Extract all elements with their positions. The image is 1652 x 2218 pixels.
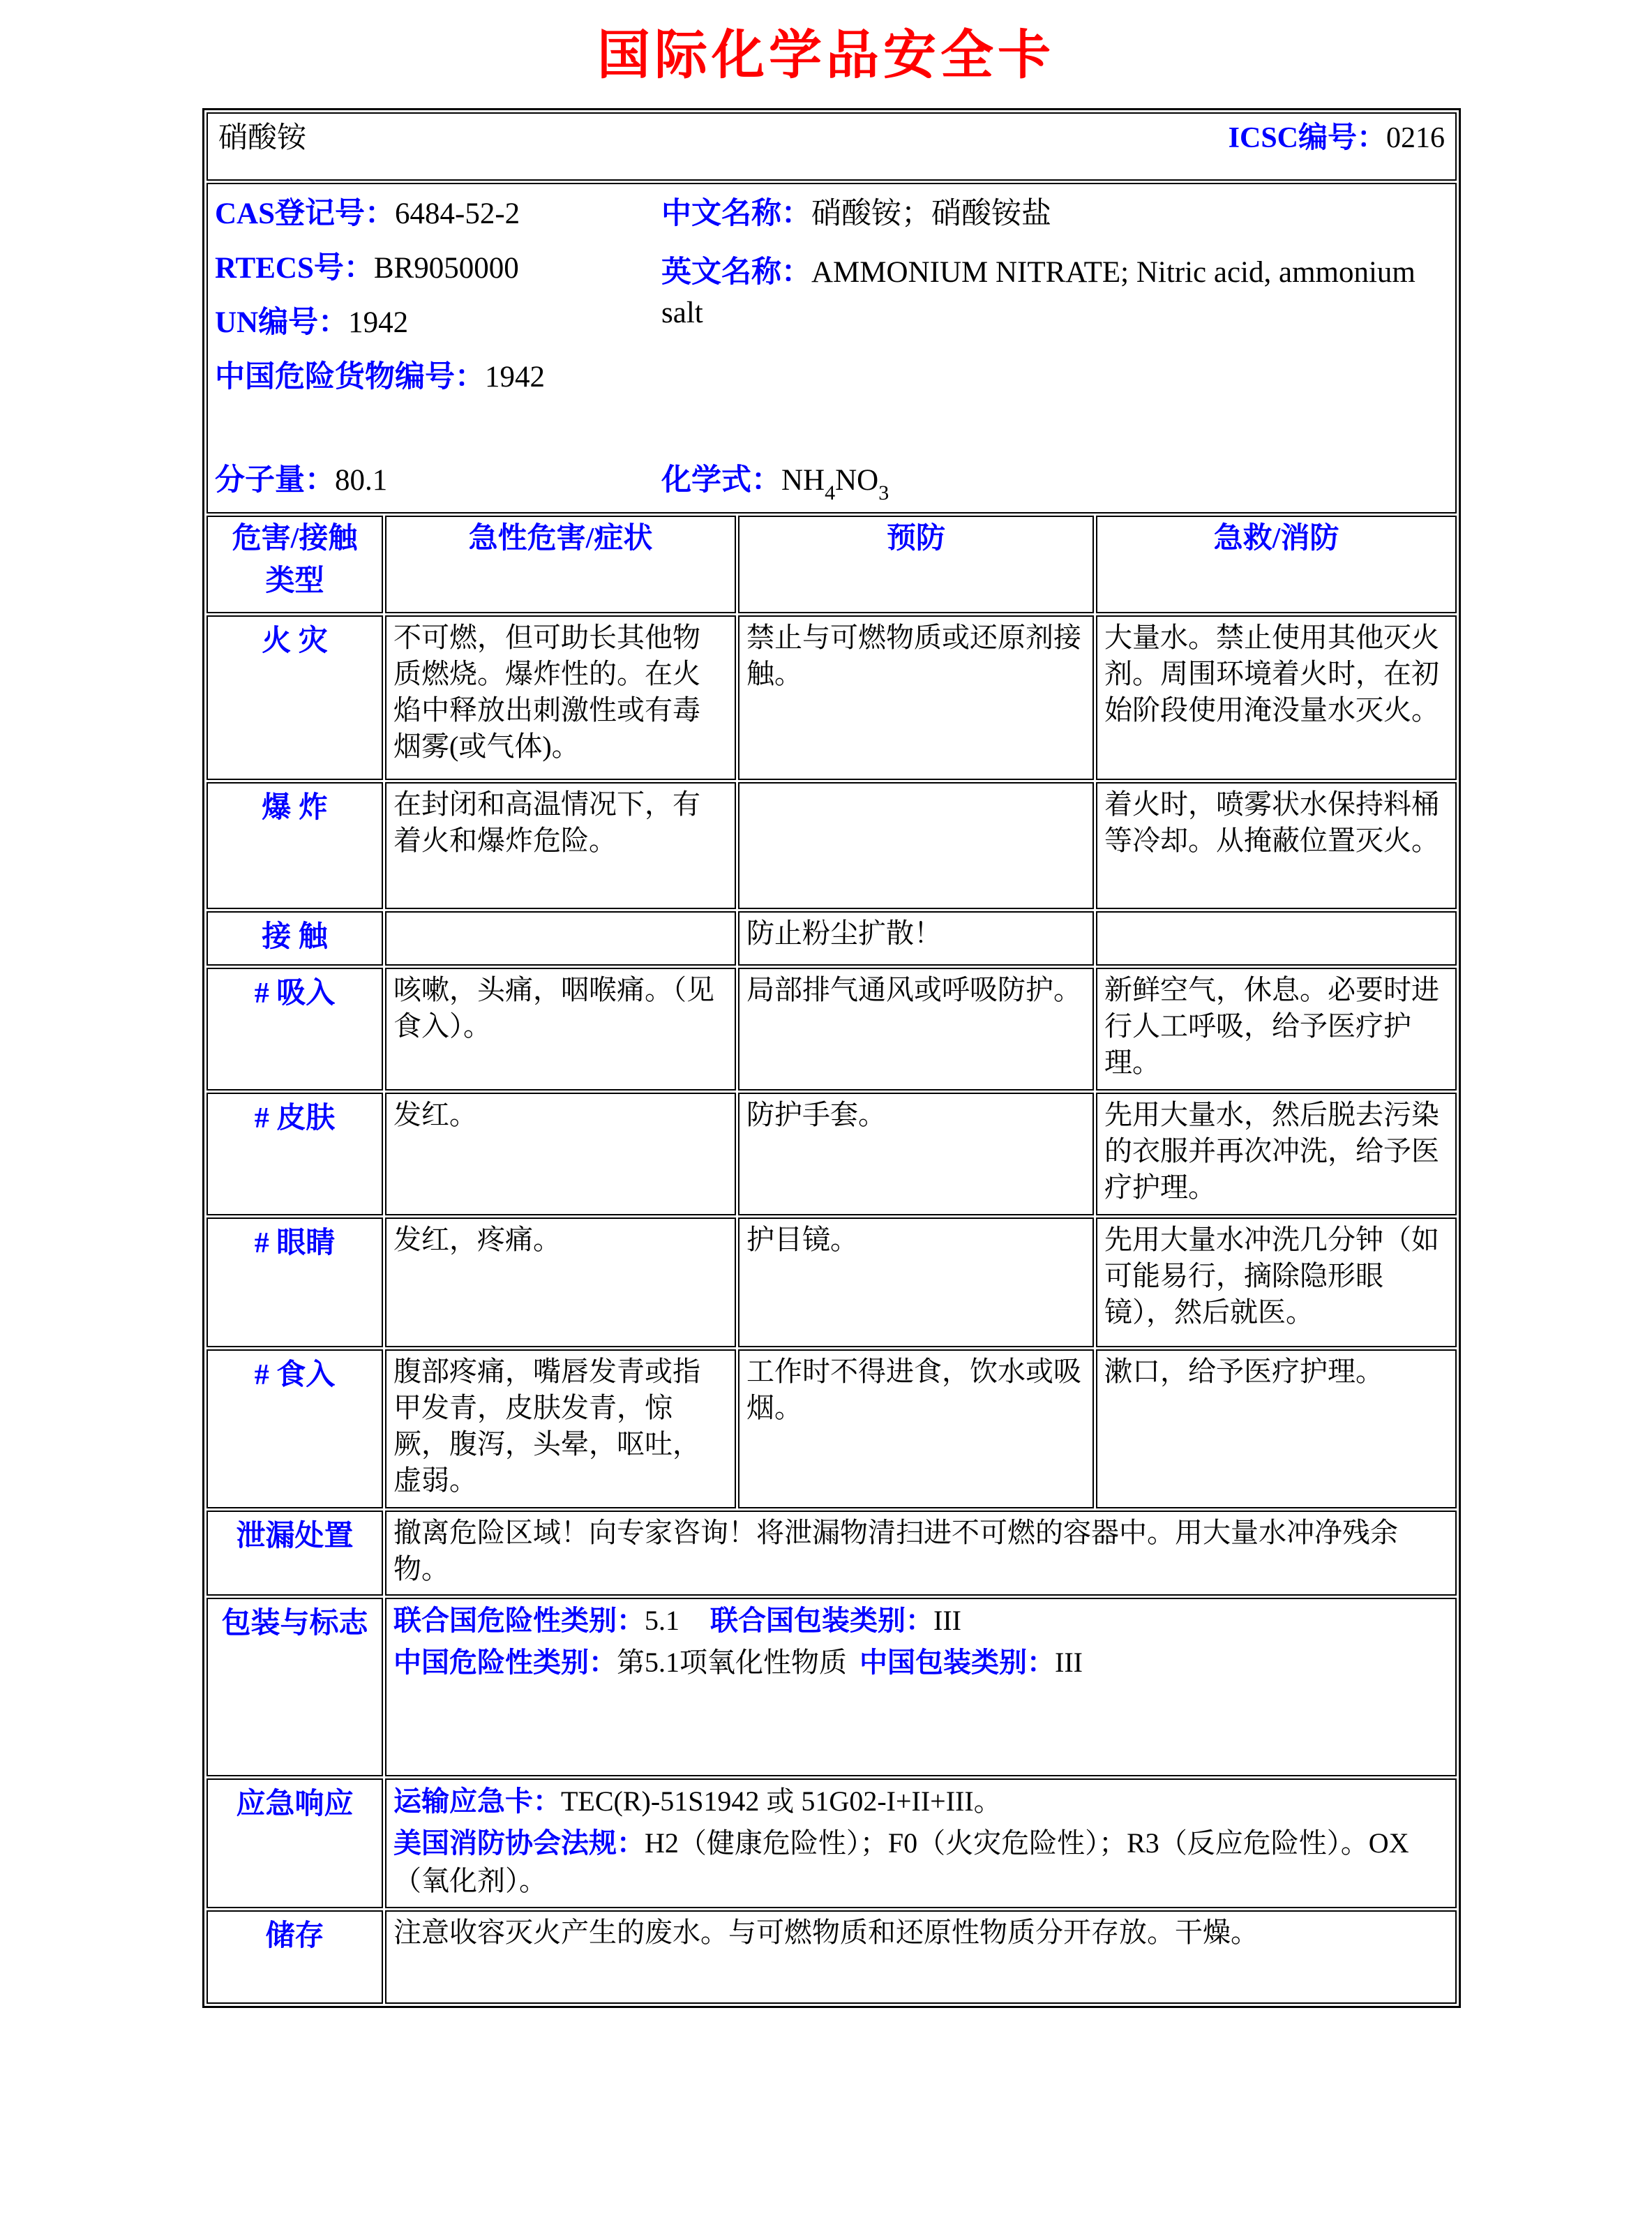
hazard-row-explosion [206, 782, 1457, 909]
ingestion-prevention: 工作时不得进食，饮水或吸烟。 [738, 1349, 1094, 1508]
registry-numbers-block [215, 194, 661, 412]
china-hazard-class-value: 第5.1项氧化性物质 [617, 1647, 847, 1679]
english-name-line [661, 253, 1448, 334]
inhalation-prevention: 局部排气通风或呼吸防护。 [738, 968, 1094, 1091]
eyes-response: 先用大量水冲洗几分钟（如可能易行，摘除隐形眼镜），然后就医。 [1096, 1217, 1457, 1347]
fire-prevention: 禁止与可燃物质或还原剂接触。 [738, 615, 1094, 780]
hazard-row-skin [206, 1093, 1457, 1215]
section-row-packaging [206, 1598, 1457, 1776]
hazard-label-explosion: 爆 炸 [206, 782, 383, 909]
un-label: UN编号： [215, 306, 349, 340]
chemical-formula-group [661, 456, 889, 505]
symptoms-header: 急性危害/症状 [385, 516, 736, 613]
un-packing-group-value: III [933, 1605, 961, 1637]
nfpa-code-value: H2（健康危险性）；F0（火灾危险性）；R3（反应危险性）。OX（氧化剂）。 [393, 1827, 1409, 1897]
hazard-label-contact: 接 触 [206, 911, 383, 966]
emergency-section-label: 应急响应 [206, 1778, 383, 1908]
explosion-prevention [738, 782, 1094, 909]
china-hazard-class-label: 中国危险性类别： [393, 1647, 617, 1679]
substance-name: 硝酸铵 [218, 122, 307, 154]
hazard-type-header [206, 516, 383, 613]
storage-section-label: 储存 [206, 1910, 383, 2004]
english-name-label: 英文名称： [661, 256, 811, 290]
identification-grid [215, 194, 1448, 412]
formula-subscript1: 4 [825, 481, 836, 505]
page-title: 国际化学品安全卡 [597, 27, 1055, 85]
icsc-number-label: ICSC编号： [1228, 122, 1387, 154]
identification-cell [206, 183, 1457, 514]
china-dg-value: 1942 [485, 361, 545, 394]
rtecs-label: RTECS号： [215, 252, 374, 285]
skin-response: 先用大量水，然后脱去污染的衣服并再次冲洗，给予医疗护理。 [1096, 1093, 1457, 1215]
molecular-weight-group [215, 456, 661, 505]
hazard-row-fire [206, 615, 1457, 780]
contact-response [1096, 911, 1457, 966]
hazard-type-header-line1: 危害/接触 [232, 523, 358, 555]
inhalation-symptoms: 咳嗽，头痛，咽喉痛。（见食入）。 [385, 968, 736, 1091]
skin-prevention: 防护手套。 [738, 1093, 1094, 1215]
contact-symptoms [385, 911, 736, 966]
eyes-symptoms: 发红，疼痛。 [385, 1217, 736, 1347]
fire-response: 大量水。禁止使用其他灭火剂。周围环境着火时，在初始阶段使用淹没量水灭火。 [1096, 615, 1457, 780]
prevention-header: 预防 [738, 516, 1094, 613]
cas-number-line [215, 194, 661, 234]
packaging-section-content [385, 1598, 1457, 1776]
china-classification-line [393, 1644, 1448, 1681]
nfpa-code-label: 美国消防协会法规： [393, 1827, 645, 1859]
ingestion-symptoms: 腹部疼痛，嘴唇发青或指甲发青，皮肤发青，惊厥，腹泻，头晕，呕吐，虚弱。 [385, 1349, 736, 1508]
hazard-label-skin: # 皮肤 [206, 1093, 383, 1215]
eyes-prevention: 护目镜。 [738, 1217, 1094, 1347]
molecular-weight-value: 80.1 [335, 464, 388, 497]
substance-header-row [206, 112, 1457, 181]
nfpa-code-line [393, 1824, 1448, 1900]
china-packing-group-label: 中国包装类别： [859, 1647, 1055, 1679]
identification-row [206, 183, 1457, 514]
hazard-type-header-line2: 类型 [265, 565, 324, 598]
hazard-label-eyes: # 眼睛 [206, 1217, 383, 1347]
emergency-section-content [385, 1778, 1457, 1908]
cas-value: 6484-52-2 [395, 197, 520, 230]
transport-emergency-card-label: 运输应急卡： [393, 1785, 561, 1818]
un-packing-group-label: 联合国包装类别： [710, 1605, 933, 1637]
icsc-number-group [1229, 114, 1445, 156]
formula-subscript2: 3 [878, 481, 889, 505]
chinese-name-label: 中文名称： [661, 197, 811, 230]
hazard-row-eyes [206, 1217, 1457, 1347]
explosion-symptoms: 在封闭和高温情况下，有着火和爆炸危险。 [385, 782, 736, 909]
chinese-name-value: 硝酸铵；硝酸铵盐 [811, 197, 1051, 230]
cas-label: CAS登记号： [215, 197, 396, 230]
explosion-response: 着火时，喷雾状水保持料桶等冷却。从掩蔽位置灭火。 [1096, 782, 1457, 909]
section-row-storage [206, 1910, 1457, 2004]
spill-section-label: 泄漏处置 [206, 1511, 383, 1596]
names-block [661, 194, 1448, 412]
hazard-header-row [206, 516, 1457, 613]
section-row-spill [206, 1511, 1457, 1596]
ingestion-response: 漱口，给予医疗护理。 [1096, 1349, 1457, 1508]
skin-symptoms: 发红。 [385, 1093, 736, 1215]
rtecs-number-line [215, 248, 661, 289]
un-value: 1942 [348, 306, 409, 340]
section-row-emergency [206, 1778, 1457, 1908]
safety-card-table [202, 108, 1461, 2008]
substance-header-cell [206, 112, 1457, 181]
icsc-number-value: 0216 [1386, 122, 1446, 154]
un-hazard-class-value: 5.1 [645, 1605, 679, 1637]
un-classification-line [393, 1602, 1448, 1640]
response-header: 急救/消防 [1096, 516, 1457, 613]
inhalation-response: 新鲜空气，休息。必要时进行人工呼吸，给予医疗护理。 [1096, 968, 1457, 1091]
hazard-row-inhalation [206, 968, 1457, 1091]
english-name-value: AMMONIUM NITRATE; Nitric acid, ammonium salt [661, 256, 1416, 330]
packaging-section-label: 包装与标志 [206, 1598, 383, 1776]
hazard-row-contact [206, 911, 1457, 966]
transport-emergency-card-value: TEC(R)-51S1942 或 51G02-I+II+III。 [561, 1785, 1002, 1818]
transport-emergency-card-line [393, 1783, 1448, 1820]
un-number-line [215, 303, 661, 343]
un-hazard-class-label: 联合国危险性类别： [393, 1605, 645, 1637]
hazard-label-ingestion: # 食入 [206, 1349, 383, 1508]
chemical-formula-label: 化学式： [661, 464, 781, 497]
molecular-weight-label: 分子量： [215, 464, 335, 497]
china-dg-label: 中国危险货物编号： [215, 361, 485, 394]
rtecs-value: BR9050000 [373, 252, 519, 285]
formula-part1: NH [781, 464, 825, 497]
chinese-name-line [661, 194, 1448, 234]
fire-symptoms: 不可燃，但可助长其他物质燃烧。爆炸性的。在火焰中释放出刺激性或有毒烟雾(或气体)。 [385, 615, 736, 780]
spill-section-content: 撤离危险区域！向专家咨询！将泄漏物清扫进不可燃的容器中。用大量水冲净残余物。 [385, 1511, 1457, 1596]
storage-section-content: 注意收容灭火产生的废水。与可燃物质和还原性物质分开存放。干燥。 [385, 1910, 1457, 2004]
hazard-label-inhalation: # 吸入 [206, 968, 383, 1091]
hazard-row-ingestion [206, 1349, 1457, 1508]
china-packing-group-value: III [1055, 1647, 1083, 1679]
contact-prevention: 防止粉尘扩散！ [738, 911, 1094, 966]
hazard-label-fire: 火 灾 [206, 615, 383, 780]
formula-part2: NO [835, 464, 879, 497]
molecular-info-line [215, 456, 1448, 505]
china-dg-number-line [215, 357, 661, 398]
